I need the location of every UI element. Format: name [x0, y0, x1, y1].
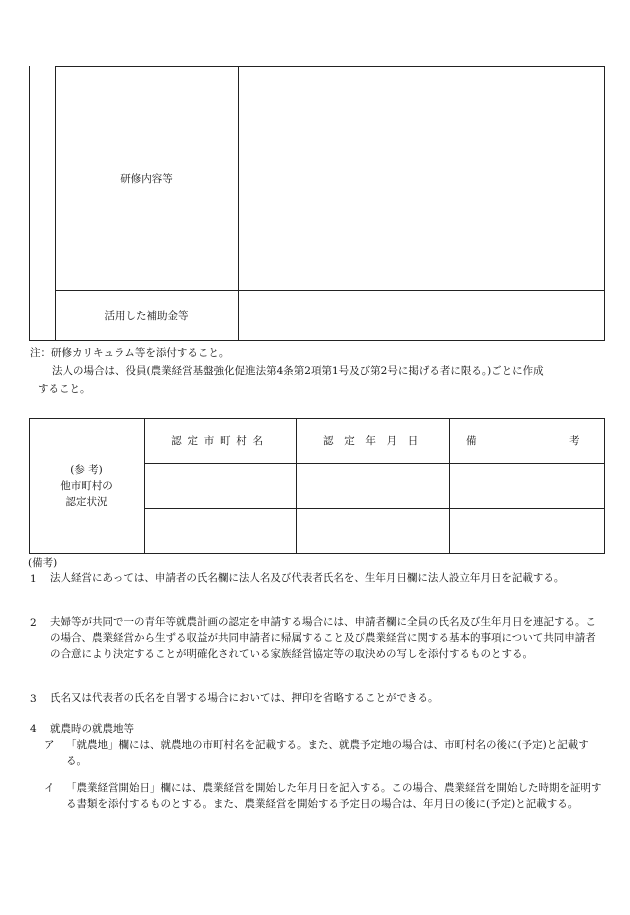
subitem-text-i: 「農業経営開始日」欄には、農業経営を開始した年月日を記入する。この場合、農業経営を開始した時期を証明する書類を添付するものとする。また、農業経営を開始する予定日の場合は、年月日の後に(予定)と記載する。 [66, 782, 602, 810]
remark-number-3: 3 [30, 693, 37, 705]
remarks-title: (備考) [28, 557, 58, 569]
ref-cell-r2-date[interactable] [297, 509, 449, 553]
remark-text-4: 就農時の就農地等 [50, 723, 134, 735]
note-line-3: すること。 [38, 383, 91, 395]
note-line-1: 注：研修カリキュラム等を添付すること。 [30, 347, 230, 359]
header-remarks-1: 備 [466, 435, 477, 447]
reference-label-2: 他市町村の [60, 480, 113, 492]
ref-cell-r1-date[interactable] [297, 464, 449, 508]
ref-cell-r1-remarks[interactable] [450, 464, 604, 508]
ref-cell-r2-remarks[interactable] [450, 509, 604, 553]
remark-text-1: 法人経営にあっては、申請者の氏名欄に法人名及び代表者氏名を、生年月日欄に法人設立年月日を記載する。 [50, 572, 565, 584]
reference-label-3: 認定状況 [65, 496, 108, 508]
remark-number-1: 1 [30, 573, 37, 585]
subitem-label-i: イ [44, 782, 55, 794]
header-date: 認 定 年 月 日 [323, 435, 422, 447]
header-municipality: 認定市町村名 [171, 435, 269, 447]
note-line-2: 法人の場合は、役員(農業経営基盤強化促進法第4条第2項第1号及び第2号に掲げる者に限る。)ごとに作成 [52, 365, 544, 377]
ref-cell-r2-municipality[interactable] [145, 509, 296, 553]
training-content-field[interactable] [239, 67, 604, 290]
subitem-text-a: 「就農地」欄には、就農地の市町村名を記載する。また、就農予定地の場合は、市町村名の後に(予定)と記載する。 [66, 739, 589, 767]
remark-number-2: 2 [30, 617, 37, 629]
remark-text-3: 氏名又は代表者の氏名を自署する場合においては、押印を省略することができる。 [50, 692, 439, 704]
reference-label-1: (参 考) [70, 464, 103, 476]
subsidy-field[interactable] [239, 291, 604, 340]
subsidy-label: 活用した補助金等 [104, 310, 189, 322]
remark-number-4: 4 [30, 723, 37, 735]
ref-cell-r1-municipality[interactable] [145, 464, 296, 508]
subitem-label-a: ア [44, 739, 55, 751]
remark-text-2: 夫婦等が共同で一の青年等就農計画の認定を申請する場合には、申請者欄に全員の氏名及び生年月日を連記する。この場合、農業経営から生ずる収益が共同申請者に帰属すること及び農業経営に関する基本的事項について共同申請者の合意により決定することが明確化されている家族経営協定等の取決めの写しを添付するものとする。 [50, 616, 596, 660]
training-content-label: 研修内容等 [120, 173, 173, 185]
header-remarks-2: 考 [569, 435, 580, 447]
